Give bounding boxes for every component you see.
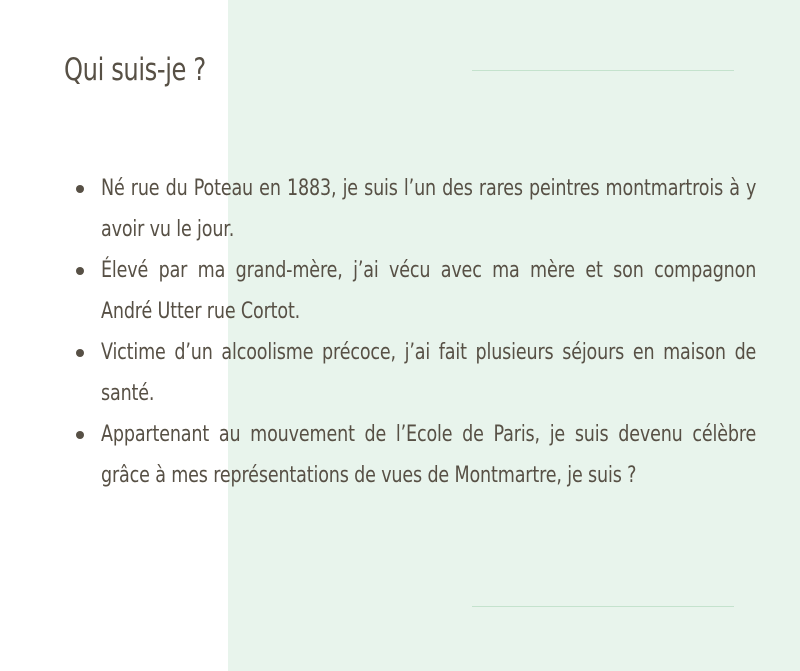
clue-item-3 — [0, 332, 800, 414]
top-divider-line — [472, 70, 734, 71]
bullet-dot-icon — [76, 431, 84, 439]
clue-item-1 — [0, 168, 800, 250]
bottom-divider-line — [472, 606, 734, 607]
page-title: Qui suis-je ? — [64, 52, 206, 88]
clue-item-4 — [0, 414, 800, 496]
clue-text-3: Victime d’un alcoolisme précoce, j’ai fait plusieurs séjours en maison de santé. — [101, 339, 756, 406]
clue-text-4: Appartenant au mouvement de l’Ecole de Paris, je suis devenu célèbre grâce à mes représentations de vues de Montmartre, je suis ? — [101, 421, 756, 488]
bullet-dot-icon — [76, 349, 84, 357]
clue-item-2 — [0, 250, 800, 332]
bullet-dot-icon — [76, 185, 84, 193]
clue-text-2: Élevé par ma grand-mère, j’ai vécu avec ma mère et son compagnon André Utter rue Cortot. — [101, 257, 756, 324]
clue-list — [0, 168, 800, 496]
bullet-dot-icon — [76, 267, 84, 275]
clue-text-1: Né rue du Poteau en 1883, je suis l’un des rares peintres montmartrois à y avoir vu le jour. — [101, 175, 756, 242]
